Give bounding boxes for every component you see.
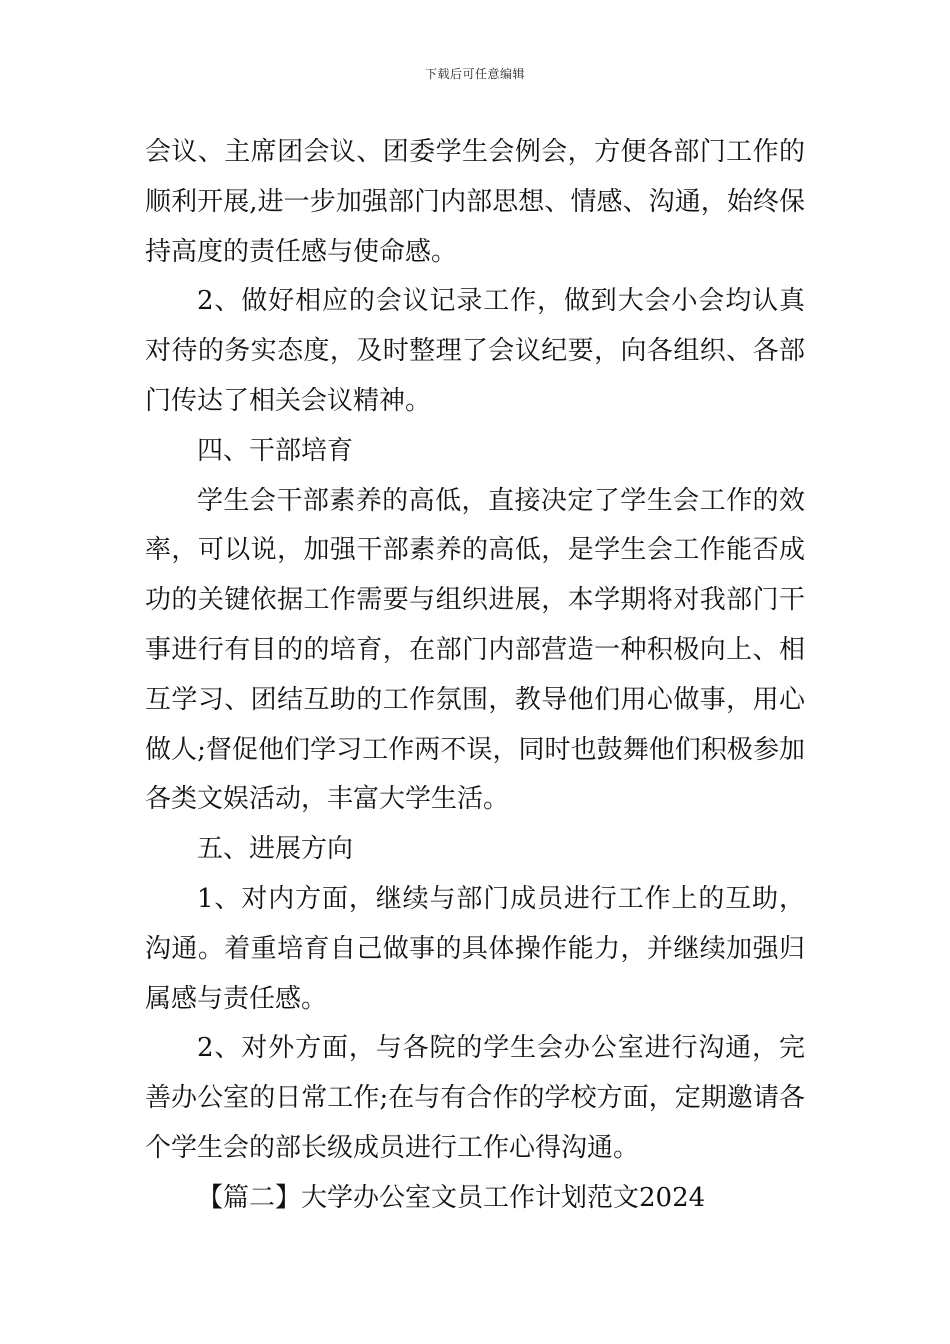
section-heading-development-direction: 五、进展方向 [197,834,354,865]
paragraph-external-direction: 2、对外方面，与各院的学生会办公室进行沟通，完善办公室的日常工作;在与有合作的学校方面，定期邀请各个学生会的部长级成员进行工作心得沟通。 [145,1033,805,1163]
paragraph-meeting-records: 2、做好相应的会议记录工作，做到大会小会均认真对待的务实态度，及时整理了会议纪要，向各组织、各部门传达了相关会议精神。 [145,286,805,416]
page-header: 下载后可任意编辑 [424,67,525,81]
paragraph-internal-direction: 1、对内方面，继续与部门成员进行工作上的互助，沟通。着重培育自己做事的具体操作能力，并继续加强归属感与责任感。 [145,883,805,1014]
document-body [145,128,805,1224]
article-title-part-two: 【篇二】大学办公室文员工作计划范文2024 [197,1182,706,1213]
section-heading-cadre-training: 四、干部培育 [197,435,354,466]
paragraph-cadre-training: 学生会干部素养的高低，直接决定了学生会工作的效率，可以说，加强干部素养的高低，是学生会工作能否成功的关键依据工作需要与组织进展，本学期将对我部门干事进行有目的的培育，在部门内部营造一种积极向上、相互学习、团结互助的工作氛围，教导他们用心做事，用心做人;督促他们学习工作两不误，同时也鼓舞他们积极参加各类文娱活动，丰富大学生活。 [145,485,805,815]
paragraph-meetings-continued: 会议、主席团会议、团委学生会例会，方便各部门工作的顺利开展,进一步加强部门内部思想、情感、沟通，始终保持高度的责任感与使命感。 [145,137,805,267]
